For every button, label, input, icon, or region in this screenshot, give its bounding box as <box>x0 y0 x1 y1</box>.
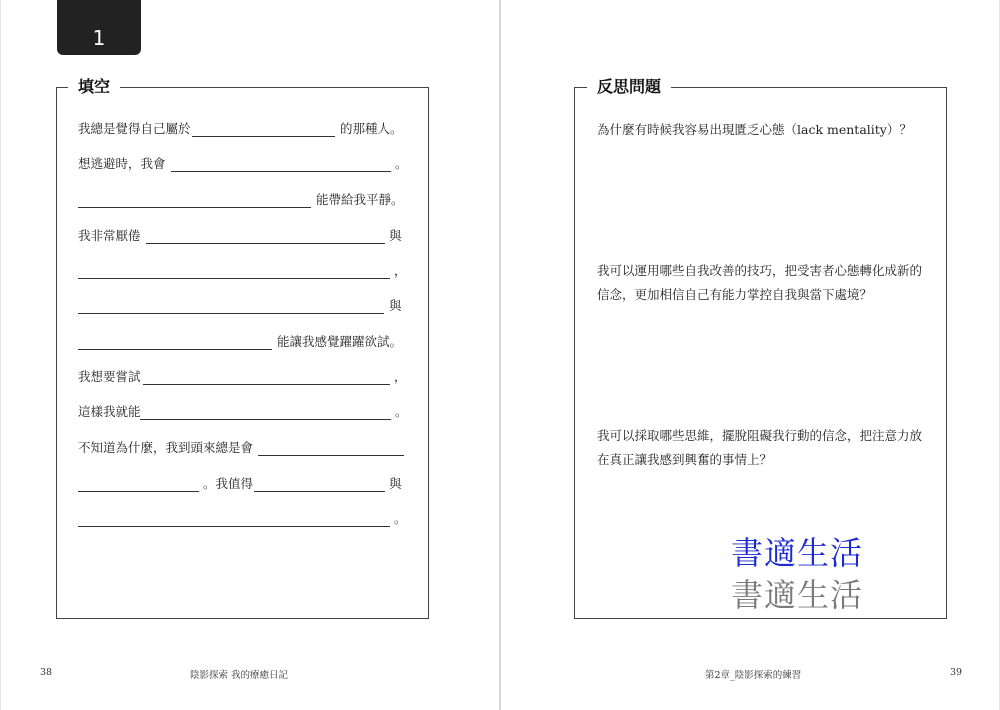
row-2-blank[interactable] <box>171 171 391 172</box>
reflection-question-1: 為什麼有時候我容易出現匱乏心態（lack mentality）？ <box>597 122 912 137</box>
row-4-prefix: 我非常厭倦 <box>78 228 141 243</box>
reflection-question-2: 我可以運用哪些自我改善的技巧，把受害者心態轉化成新的信念，更加相信自己有能力掌控自我與當下處境？ <box>597 263 923 302</box>
right-page-number: 39 <box>950 667 963 678</box>
row-4-blank[interactable] <box>146 243 385 244</box>
row-3-blank[interactable] <box>78 207 311 208</box>
row-3-suffix: 能帶給我平靜。 <box>316 192 404 207</box>
row-2-suffix: 。 <box>395 156 408 171</box>
right-running-title: 第2章_陰影探索的練習 <box>705 670 802 681</box>
row-1-suffix: 的那種人。 <box>340 121 403 136</box>
row-8-blank[interactable] <box>143 384 390 385</box>
row-6-blank[interactable] <box>78 313 384 314</box>
row-5-blank[interactable] <box>78 278 390 279</box>
row-4-suffix: 與 <box>389 228 402 243</box>
reflection-question-3: 我可以採取哪些思維，擺脫阻礙我行動的信念，把注意力放在真正讓我感到興奮的事情上？ <box>597 428 923 467</box>
row-7-blank[interactable] <box>78 349 272 350</box>
fill-in-title: 填空 <box>68 76 120 98</box>
row-9-suffix: 。 <box>395 404 408 419</box>
row-8-prefix: 我想要嘗試 <box>78 369 141 384</box>
row-10-prefix: 不知道為什麼，我到頭來總是會 <box>78 440 254 455</box>
watermark-blue: 書適生活 <box>731 534 864 572</box>
book-spine <box>499 0 501 710</box>
row-12-suffix: 。 <box>394 511 407 526</box>
row-12-blank[interactable] <box>78 526 390 527</box>
row-6-suffix: 與 <box>389 298 402 313</box>
reflection-title: 反思問題 <box>587 76 671 98</box>
row-5-suffix: ， <box>394 263 407 278</box>
row-10-blank[interactable] <box>258 455 404 456</box>
left-running-title: 陰影探索 我的療癒日記 <box>190 670 289 681</box>
page-edge-left <box>0 0 1 710</box>
row-1-prefix: 我總是覺得自己屬於 <box>78 121 191 136</box>
row-9-blank[interactable] <box>140 419 391 420</box>
row-9-prefix: 這樣我就能 <box>78 404 141 419</box>
row-11-middle: 。我值得 <box>203 476 254 491</box>
row-7-suffix: 能讓我感覺躍躍欲試。 <box>277 334 403 349</box>
row-11-suffix: 與 <box>389 476 402 491</box>
row-11-blank-b[interactable] <box>254 491 385 492</box>
row-11-blank-a[interactable] <box>78 491 199 492</box>
left-page-number: 38 <box>40 667 53 678</box>
watermark-gray: 書適生活 <box>731 576 864 614</box>
row-1-blank[interactable] <box>192 136 335 137</box>
row-2-prefix: 想逃避時，我會 <box>78 156 166 171</box>
chapter-tab: 1 <box>57 0 141 55</box>
row-8-suffix: ， <box>394 369 407 384</box>
